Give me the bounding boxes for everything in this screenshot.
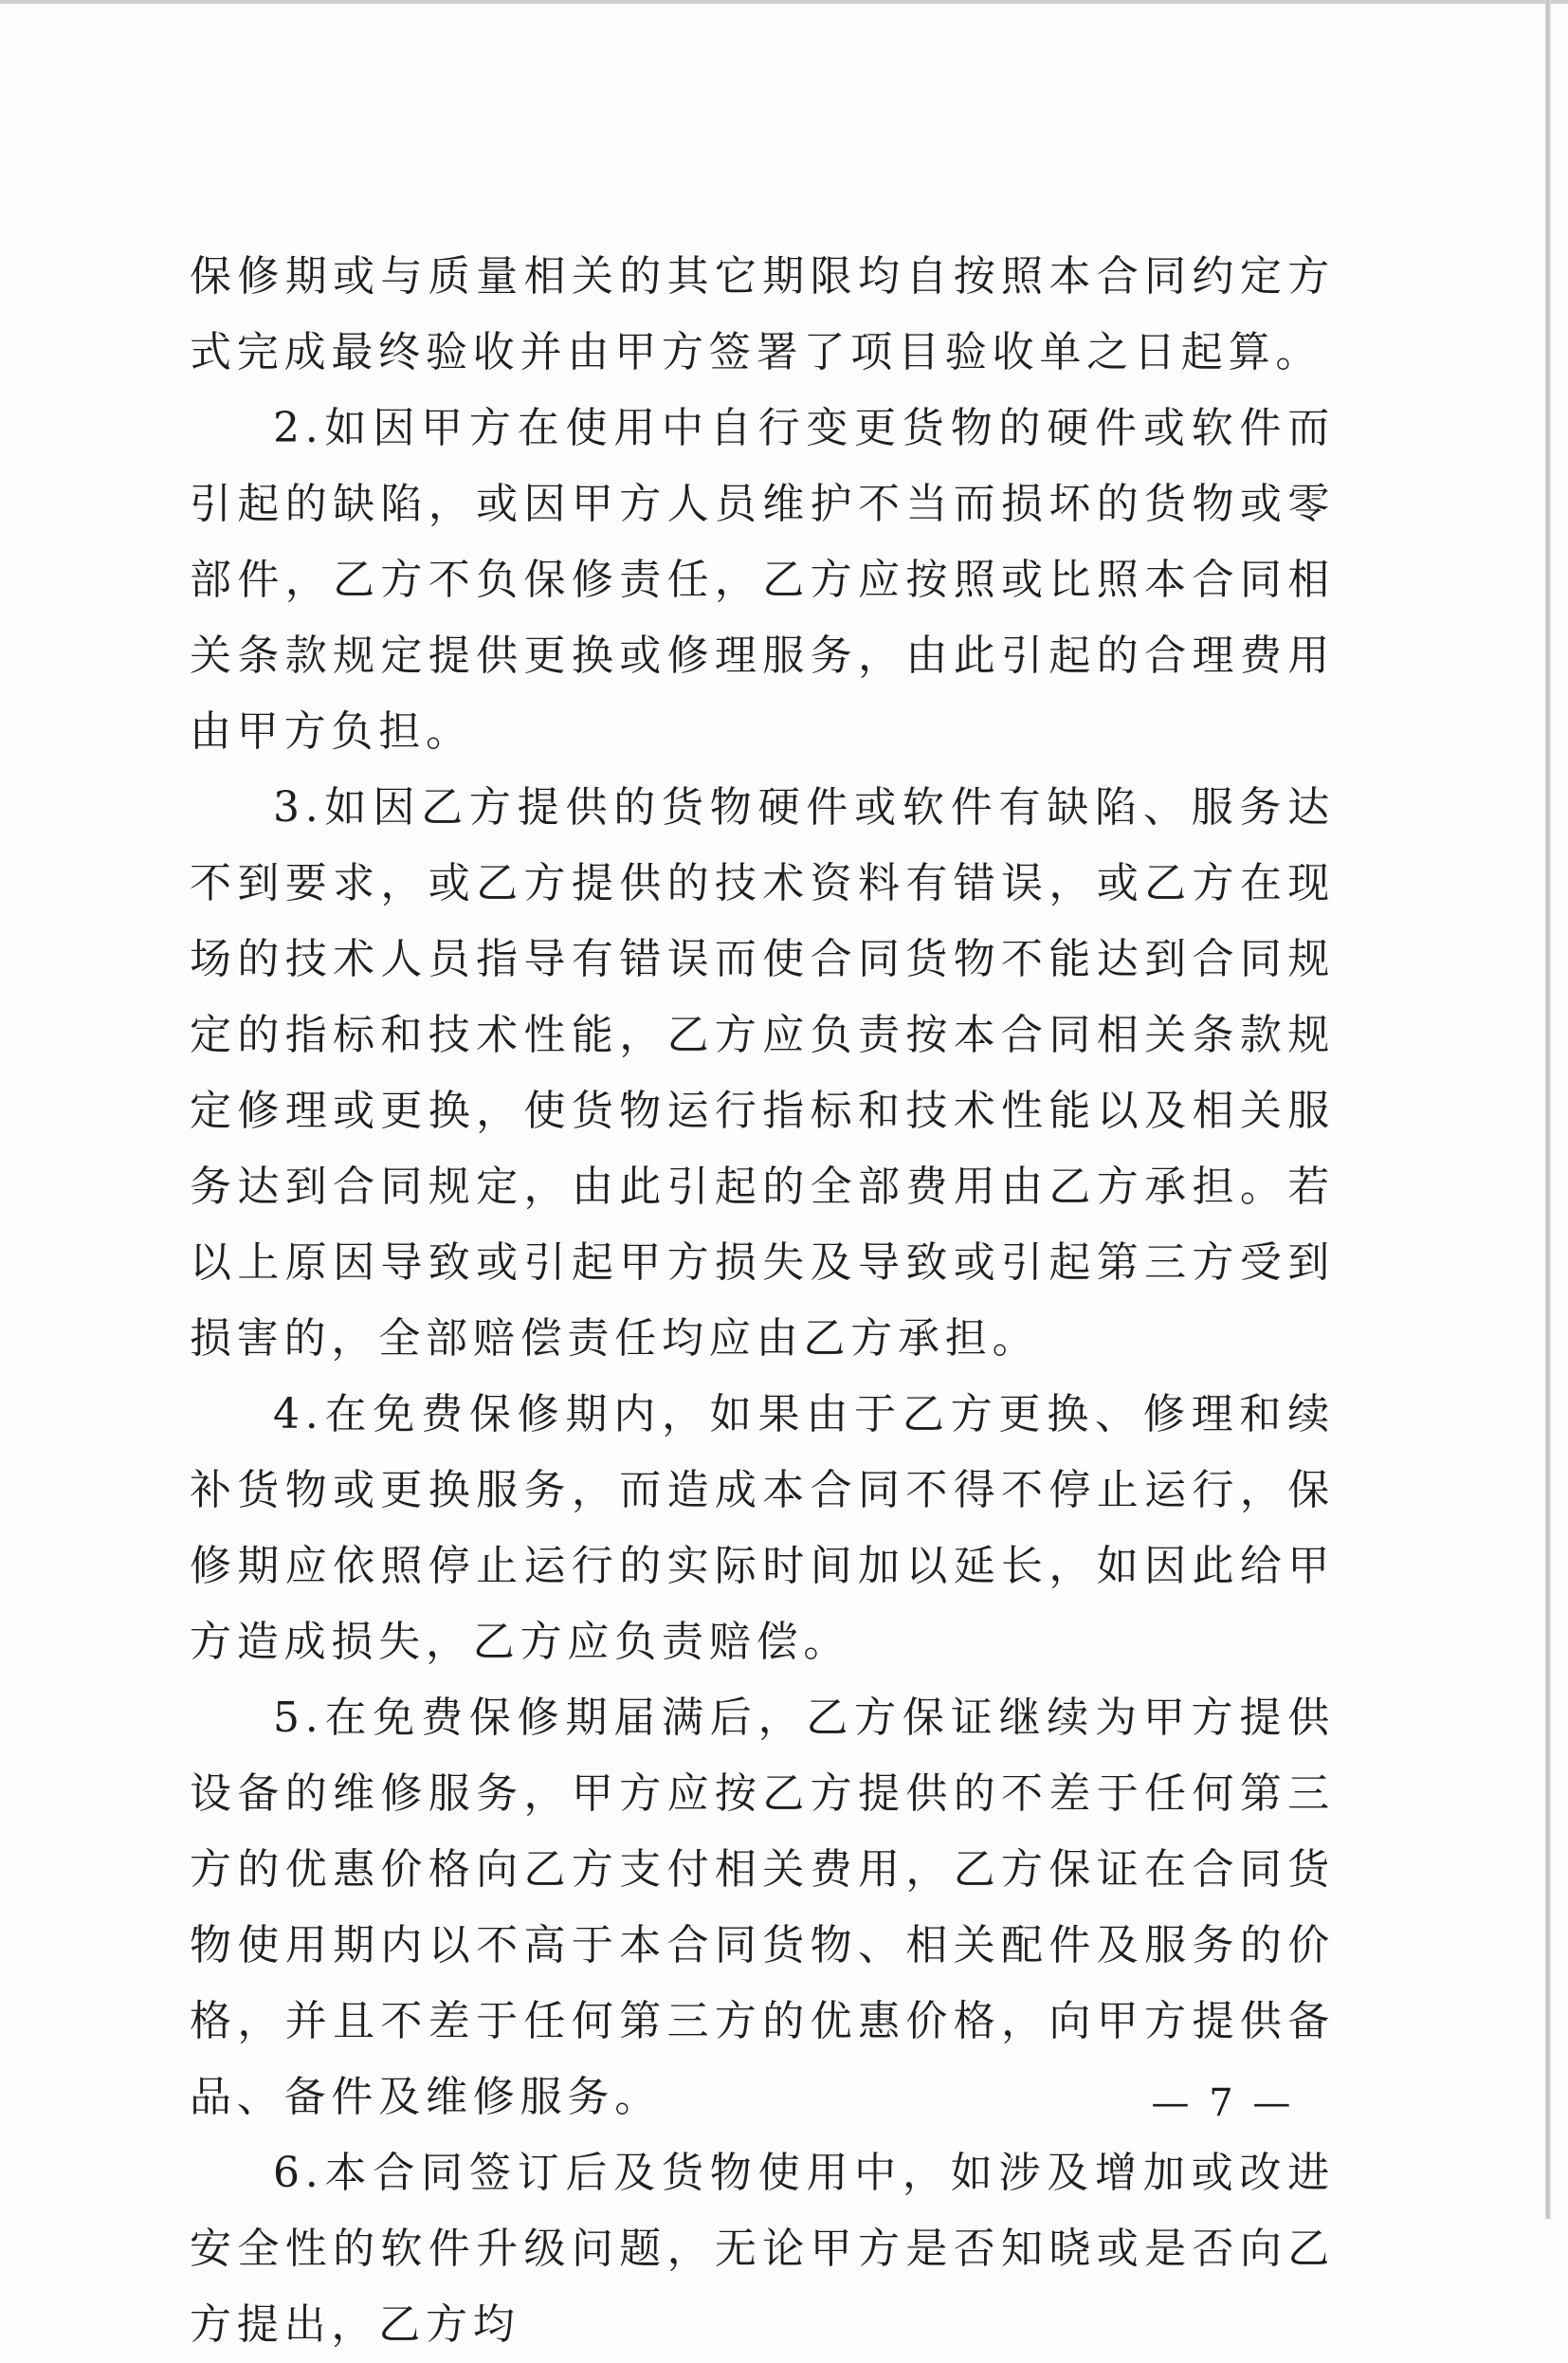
scan-right-edge <box>1545 0 1551 2219</box>
paragraph-item-4: 4.在免费保修期内，如果由于乙方更换、修理和续补货物或更换服务，而造成本合同不得不停止运行，保修期应依照停止运行的实际时间加以延长，如因此给甲方造成损失，乙方应负责赔偿。 <box>190 1390 1335 1666</box>
document-body <box>190 239 1335 2363</box>
scan-top-edge <box>0 0 1568 4</box>
paragraph-item-5: 5.在免费保修期届满后，乙方保证继续为甲方提供设备的维修服务，甲方应按乙方提供的不差于任何第三方的优惠价格向乙方支付相关费用，乙方保证在合同货物使用期内以不高于本合同货物、相关配件及服务的价格，并且不差于任何第三方的优惠价格，向甲方提供备品、备件及维修服务。 <box>190 1694 1335 2121</box>
paragraph-continuation: 保修期或与质量相关的其它期限均自按照本合同约定方式完成最终验收并由甲方签署了项目验收单之日起算。 <box>190 252 1335 376</box>
paragraph-item-3: 3.如因乙方提供的货物硬件或软件有缺陷、服务达不到要求，或乙方提供的技术资料有错误，或乙方在现场的技术人员指导有错误而使合同货物不能达到合同规定的指标和技术性能，乙方应负责按本合同相关条款规定修理或更换，使货物运行指标和技术性能以及相关服务达到合同规定，由此引起的全部费用由乙方承担。若以上原因导致或引起甲方损失及导致或引起第三方受到损害的，全部赔偿责任均应由乙方承担。 <box>190 783 1335 1363</box>
paragraph-item-6: 6.本合同签订后及货物使用中，如涉及增加或改进安全性的软件升级问题，无论甲方是否知晓或是否向乙方提出，乙方均 <box>190 2149 1335 2349</box>
page-number: — 7 — <box>1151 2081 1295 2125</box>
paragraph-item-2: 2.如因甲方在使用中自行变更货物的硬件或软件而引起的缺陷，或因甲方人员维护不当而损坏的货物或零部件，乙方不负保修责任，乙方应按照或比照本合同相关条款规定提供更换或修理服务，由此引起的合理费用由甲方负担。 <box>190 404 1335 756</box>
